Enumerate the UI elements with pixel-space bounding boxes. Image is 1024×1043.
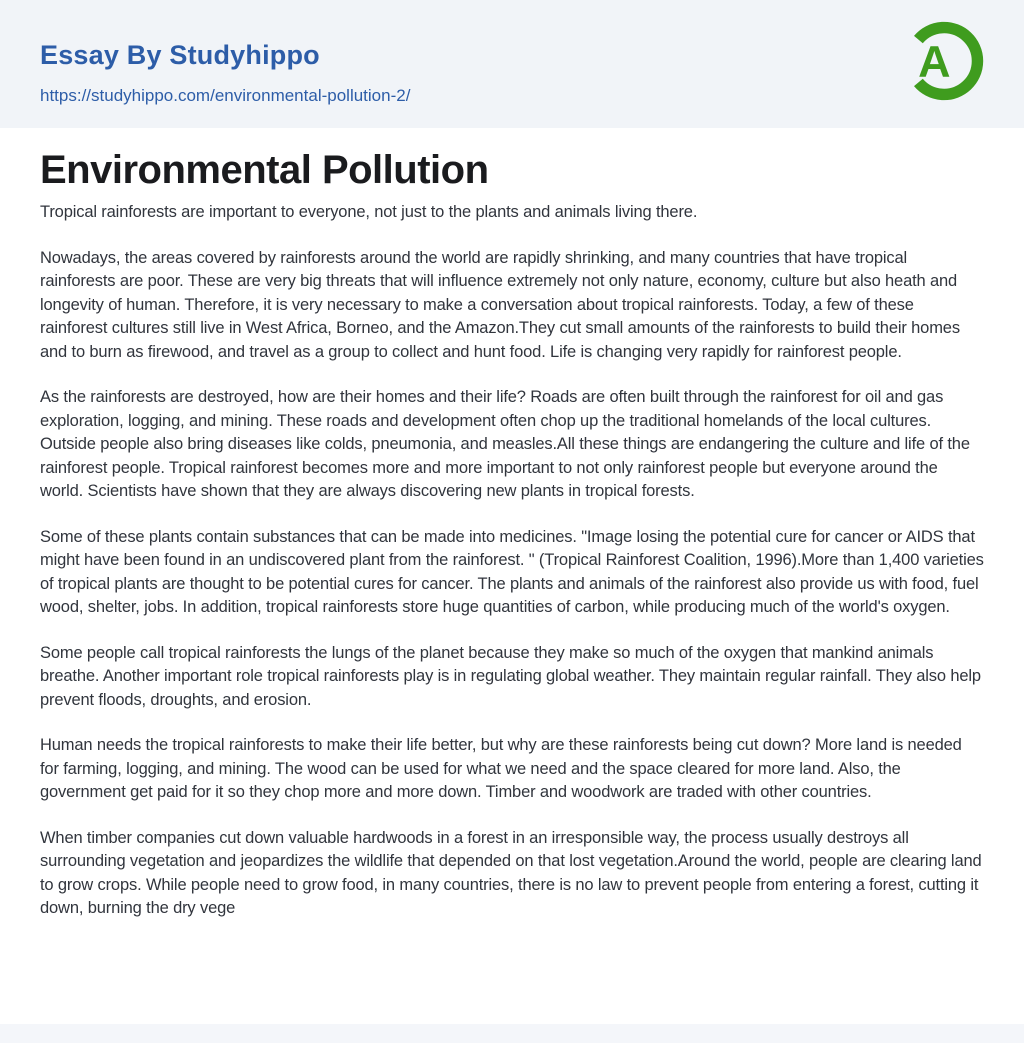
- essay-paragraph: Some of these plants contain substances that can be made into medicines. "Image losing the potential cure for cancer or AIDS that might have been found in an undiscovered plant from the rainforest. " (Tropical Rainforest Coalition, 1996).More than 1,400 varieties of tropical plants are thought to be potential cures for cancer. The plants and animals of the rainforest also provide us with food, fuel wood, shelter, jobs. In addition, tropical rainforests store huge quantities of carbon, while producing much of the world's oxygen.: [40, 527, 984, 616]
- essay-url-text: https://studyhippo.com/environmental-pollution-2/: [40, 86, 411, 105]
- essay-url-link[interactable]: [40, 86, 410, 106]
- page-title: Environmental Pollution: [40, 148, 489, 192]
- essay-paragraph: When timber companies cut down valuable hardwoods in a forest in an irresponsible way, the process usually destroys all surrounding vegetation and jeopardizes the wildlife that depended on that lost vegetation.Around the world, people are clearing land to grow crops. While people need to grow food, in many countries, there is no law to prevent people from entering a forest, cutting it down, burning the dry vege: [40, 828, 982, 917]
- essay-paragraph: As the rainforests are destroyed, how are their homes and their life? Roads are often built through the rainforest for oil and gas exploration, logging, and mining. These roads and development often chop up the traditional homelands of the local cultures. Outside people also bring diseases like colds, pneumonia, and measles.All these things are endangering the culture and life of the rainforest people. Tropical rainforest becomes more and more important to not only rainforest people but everyone around the world. Scientists have shown that they are always discovering new plants in tropical forests.: [40, 388, 970, 500]
- studyhippo-logo: [900, 17, 988, 105]
- next-page-edge: [0, 1024, 1024, 1043]
- essay-paragraph: Tropical rainforests are important to everyone, not just to the plants and animals living there.: [40, 203, 698, 221]
- brand-title: Essay By Studyhippo: [40, 40, 320, 70]
- logo-ring-icon: [900, 17, 988, 105]
- essay-paragraph: Nowadays, the areas covered by rainforests around the world are rapidly shrinking, and many countries that have tropical rainforests are poor. These are very big threats that will influence extremely not only nature, economy, culture but also heath and longevity of human. Therefore, it is very necessary to make a conversation about tropical rainforests. Today, a few of these rainforest cultures still live in West Africa, Borneo, and the Amazon.They cut small amounts of the rainforests to build their homes and to burn as firewood, and travel as a group to collect and hunt food. Life is changing very rapidly for rainforest people.: [40, 248, 960, 361]
- essay-paragraph: Some people call tropical rainforests the lungs of the planet because they make so much of the oxygen that mankind animals breathe. Another important role tropical rainforests play is in regulating global weather. They maintain regular rainfall. They also help prevent floods, droughts, and erosion.: [40, 643, 981, 709]
- essay-content: [0, 148, 1024, 921]
- essay-body: [40, 201, 984, 921]
- page-header: [0, 0, 1024, 128]
- essay-paragraph: Human needs the tropical rainforests to make their life better, but why are these rainforests being cut down? More land is needed for farming, logging, and mining. The wood can be used for what we need and the space cleared for more land. Also, the government get paid for it so they chop more and more down. Timber and woodwork are traded with other countries.: [40, 736, 962, 801]
- logo-letter: A: [918, 35, 951, 87]
